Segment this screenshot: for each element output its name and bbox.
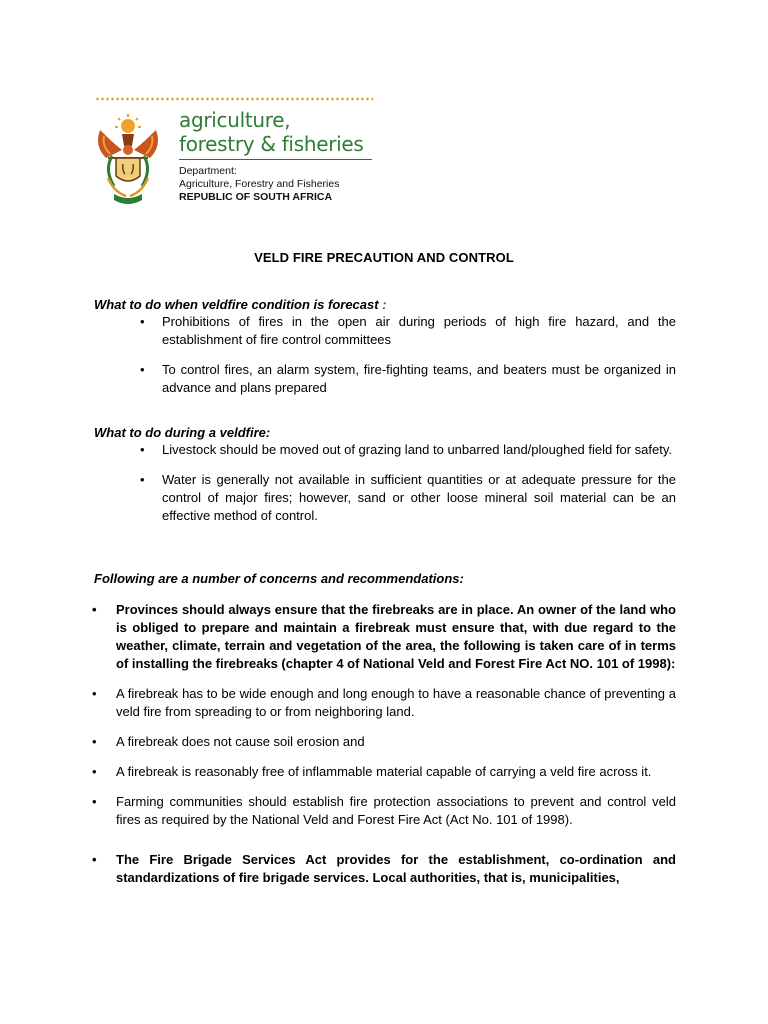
list-item-text: Livestock should be moved out of grazing land to unbarred land/ploughed field for safety. [162,442,672,457]
bullet-icon: • [92,686,97,701]
bullet-icon: • [140,442,145,457]
bullet-icon: • [140,472,145,487]
section-heading-forecast [94,297,387,312]
list-item [94,851,676,887]
list-item [94,601,676,673]
during-fire-list [136,441,676,537]
list-item [94,733,676,751]
list-item [136,471,676,525]
section-heading-recommendations: Following are a number of concerns and recommendations: [94,571,464,586]
list-item-text: Water is generally not available in sufficient quantities or at adequate pressure for the control of major fires; however, sand or other loose mineral soil material can be an effective method of control. [162,472,676,523]
list-item-text: Prohibitions of fires in the open air during periods of high fire hazard, and the establishment of fire control committees [162,314,676,347]
list-item [136,441,676,459]
country-name: REPUBLIC OF SOUTH AFRICA [179,191,333,203]
list-item [94,793,676,829]
department-label: Department: [179,165,237,177]
brand-name [179,108,364,156]
bullet-icon: • [92,794,97,809]
list-item [94,763,676,781]
section-heading-suffix: : [378,297,387,312]
department-block [179,165,339,204]
brand-line-2: forestry & fisheries [179,132,364,156]
list-item [136,313,676,349]
list-item [94,685,676,721]
section-heading-text: What to do when veldfire condition is forecast [94,297,379,312]
list-item-text: Farming communities should establish fire protection associations to prevent and control veld fires as required by the National Veld and Forest Fire Act (Act No. 101 of 1998). [116,794,676,827]
list-item-text: Provinces should always ensure that the firebreaks are in place. An owner of the land who is obliged to prepare and maintain a firebreak must ensure that, with due regard to the weather, climate, terrain and vegetation of the area, the following is taken care of in terms of installing the firebreaks (chapter 4 of National Veld and Forest Fire Act NO. 101 of 1998): [116,602,676,671]
coat-of-arms-icon [92,112,164,208]
list-item-text: A firebreak does not cause soil erosion and [116,734,365,749]
bullet-icon: • [92,764,97,779]
bullet-icon: • [140,314,145,329]
department-name: Agriculture, Forestry and Fisheries [179,178,340,190]
bullet-icon: • [92,734,97,749]
list-item [136,361,676,397]
bullet-icon: • [92,602,97,617]
decorative-dotted-line [95,97,373,101]
list-item-text: The Fire Brigade Services Act provides for the establishment, co-ordination and standardizations of fire brigade services. Local authorities, that is, municipalities, [116,852,676,885]
list-item-text: To control fires, an alarm system, fire-fighting teams, and beaters must be organized in advance and plans prepared [162,362,676,395]
brand-divider [179,159,372,160]
bullet-icon: • [92,852,97,867]
bullet-icon: • [140,362,145,377]
list-item-text: A firebreak has to be wide enough and long enough to have a reasonable chance of preventing a veld fire from spreading to or from neighboring land. [116,686,676,719]
list-item-text: A firebreak is reasonably free of inflammable material capable of carrying a veld fire across it. [116,764,652,779]
forecast-list [136,313,676,409]
brand-line-1: agriculture, [179,108,291,132]
section-heading-during-fire: What to do during a veldfire: [94,425,271,440]
document-title: VELD FIRE PRECAUTION AND CONTROL [254,250,514,265]
recommendations-list [94,601,676,899]
